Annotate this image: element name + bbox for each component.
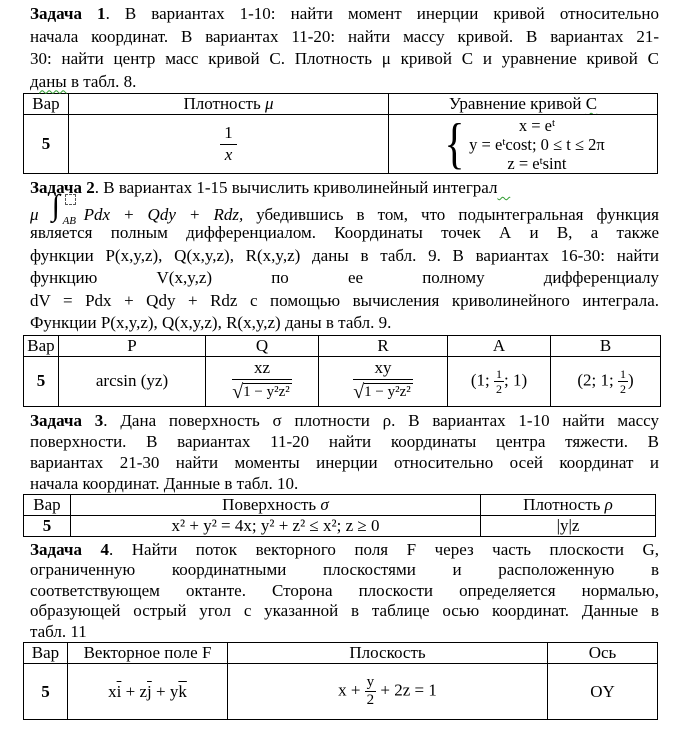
q-fraction: $\frac{xz}{\text{√1 − y²z²}}$ (232, 358, 290, 403)
system-eq-2: $y = e^t\cos t$; 0 ≤ t ≤ 2π (469, 134, 605, 154)
task3-line-3: вариантах 21-30 найти моменты инерции относительно осей координат и (30, 452, 659, 472)
mu-symbol: μ (30, 204, 52, 224)
col-header-field: Векторное поле F (68, 643, 228, 664)
task1-line-4-rest: в табл. 8. (66, 71, 137, 91)
task4-line-5: табл. 11 (30, 621, 87, 641)
task2-line-4: функции P(x,y,z), Q(x,y,z), R(x,y,z) даны в табл. 9. В вариантах 16-30: найти (30, 245, 659, 265)
system-eq-1: $x = e^t$ (518, 115, 556, 135)
task2-line-1-text: . В вариантах 1-15 вычислить криволинейный интеграл (94, 178, 498, 197)
task3-paragraph (30, 410, 659, 494)
table-11-data-row (24, 664, 658, 720)
cell-axis: OY (548, 664, 658, 720)
table-9-data-row (24, 356, 661, 406)
task1-line-1-text: . В вариантах 1-10: найти момент инерции кривой относительно (105, 4, 659, 23)
col-header-b: B (551, 335, 661, 356)
col-header-p: P (59, 335, 206, 356)
cell-variant: 5 (24, 664, 68, 720)
col-header-plane: Плоскость (228, 643, 548, 664)
task3-line-2: поверхности. В вариантах 11-20 найти координаты центра тяжести. В (30, 431, 659, 451)
col-header-q: Q (206, 335, 319, 356)
cell-curve-equation (389, 115, 658, 174)
task2-line-3: является полным дифференциалом. Координаты точек А и В, а также (30, 223, 659, 242)
task1-line-2: начала координат. В вариантах 11-20: найти массу кривой. В вариантах 21- (30, 26, 659, 46)
col-header-var: Вар (24, 94, 69, 115)
table-10-data-row (24, 515, 656, 536)
cell-variant: 5 (24, 115, 69, 174)
system-eq-3: $z = e^t\sin t$ (507, 153, 567, 173)
task2-line-2 (30, 188, 659, 227)
cell-variant: 5 (24, 515, 71, 536)
task4-paragraph (30, 540, 659, 643)
half-fraction: $\frac{1}{2}$ (619, 366, 626, 396)
task2-line-6: dV = Pdx + Qdy + Rdz с помощью вычисления криволинейного интеграла. (30, 290, 659, 310)
spellcheck-letter: С (585, 94, 598, 113)
j-vector: $\overline{j}$ (147, 681, 152, 701)
table-10-header-row (24, 494, 656, 515)
task2-line-2-text: убедившись в том, что подынтегральная функция (256, 204, 659, 224)
task4-line-4: образующей острый угол с указанной в таблице осью координат. Данные в (30, 601, 659, 620)
task2-line-1 (30, 177, 659, 200)
table-8-data-row (24, 115, 658, 174)
k-vector: $\overline{k}$ (178, 681, 187, 701)
task1-line-3: 30: найти центр масс кривой С. Плотность μ кривой С и уравнение кривой С (30, 49, 659, 68)
task1-title: Задача 1 (30, 4, 106, 23)
col-header-r: R (319, 335, 448, 356)
radical-sign: √ (353, 380, 365, 403)
task3-line-1-text: . Дана поверхность σ плотности ρ. В вариантах 1-10 найти массу (103, 410, 659, 430)
table-9-integral (23, 335, 661, 407)
col-header-axis: Ось (548, 643, 658, 664)
cell-p: arcsin (yz) (59, 356, 206, 406)
col-header-var: Вар (24, 643, 68, 664)
mu-symbol: μ (264, 94, 274, 113)
table-11-flux (23, 642, 658, 720)
density-header-text: Плотность (183, 94, 265, 113)
radical-sign: √ (232, 380, 244, 403)
rho-symbol: ρ (604, 494, 613, 514)
task2-title: Задача 2 (30, 178, 95, 197)
task3-title: Задача 3 (30, 410, 104, 430)
task4-line-3: соответствующем октанте. Сторона плоскости определяется нормалью, (30, 580, 659, 600)
r-fraction: $\frac{xy}{\text{√1 − y²z²}}$ (353, 358, 411, 403)
cell-surface: x² + y² = 4x; y² + z² ≤ x²; z ≥ 0 (71, 515, 481, 536)
cell-r (319, 356, 448, 406)
table-11-header-row (24, 643, 658, 664)
table-9-header-row (24, 335, 661, 356)
sigma-symbol: σ (320, 494, 329, 514)
task4-title: Задача 4 (30, 539, 109, 559)
table-10-surface (23, 494, 656, 537)
task3-line-4: начала координат. Данные в табл. 10. (30, 473, 299, 493)
task1-paragraph (30, 0, 659, 93)
equation-header-text: Уравнение кривой (448, 94, 586, 113)
fraction-denominator: x (224, 144, 233, 164)
cell-plane: x + $\frac{y}{2}$ + 2z = 1 (228, 664, 548, 720)
task2-line-5: функцию V(x,y,z) по ее полному дифференциалу (30, 268, 659, 287)
col-header-var: Вар (24, 494, 71, 515)
cell-density (69, 115, 389, 174)
i-vector: $\overline{i}$ (116, 681, 122, 701)
half-fraction: $\frac{1}{2}$ (496, 366, 502, 396)
equation-placeholder-box (65, 194, 76, 205)
task1-line-4 (30, 71, 659, 94)
col-header-equation (389, 94, 658, 115)
task4-line-1 (30, 540, 659, 561)
cell-variant: 5 (24, 356, 59, 406)
task3-line-1 (30, 410, 659, 431)
y-half-fraction: $\frac{y}{2}$ (366, 674, 375, 708)
cell-vector-field: $x\overline{i} + z\overline{j} + y\overline{k}$ (68, 664, 228, 720)
integral-subscript: AB (62, 214, 77, 227)
cell-a-point: (1; $\frac{1}{2}$ ; 1) (448, 356, 551, 406)
cell-density: |y|z (481, 515, 656, 536)
col-header-a: A (448, 335, 551, 356)
density-fraction (220, 123, 237, 165)
spellcheck-squiggle (497, 178, 510, 197)
col-header-surface: Поверхность σ (71, 494, 481, 515)
task2-paragraph (30, 177, 659, 335)
col-header-density (69, 94, 389, 115)
task2-line-7: Функции P(x,y,z), Q(x,y,z), R(x,y,z) даны в табл. 9. (30, 313, 392, 332)
table-8-header-row (24, 94, 658, 115)
cell-b-point: (2; 1; $\frac{1}{2}$ ) (551, 356, 661, 406)
fraction-numerator: 1 (220, 123, 237, 144)
col-header-var: Вар (24, 335, 59, 356)
table-8-curve (23, 93, 658, 174)
col-header-density: Плотность ρ (481, 494, 656, 515)
task4-line-1-text: . Найти поток векторного поля F через часть плоскости G, (109, 539, 659, 559)
integral-sign: ∫ AB (51, 188, 77, 227)
integrand-expression: Pdx + Qdy + Rdz, (83, 204, 257, 224)
spellcheck-word: даны (30, 71, 67, 91)
cell-q (206, 356, 319, 406)
brace-symbol: { (444, 114, 465, 174)
equation-system (441, 116, 604, 173)
task1-line-1 (30, 3, 659, 26)
task4-line-2: ограниченную координатными плоскостями и расположенную в (30, 560, 659, 579)
